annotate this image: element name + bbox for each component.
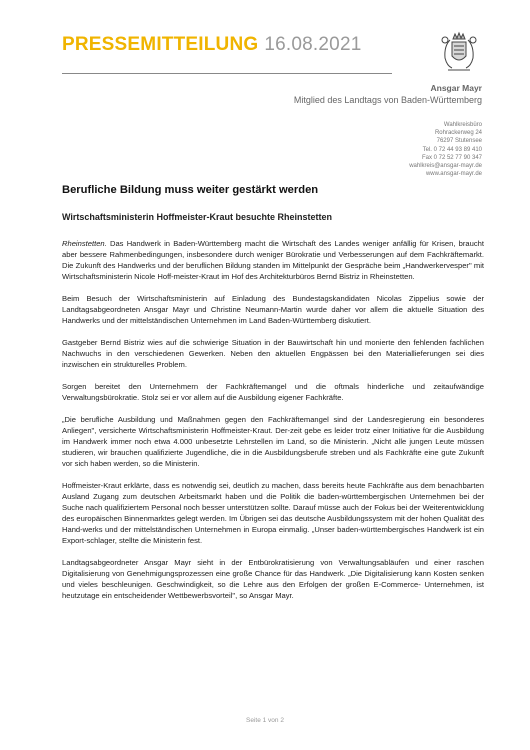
paragraph-1	[62, 238, 484, 282]
header-divider	[62, 73, 392, 74]
page-number: Seite 1 von 2	[246, 717, 284, 724]
press-release-label: PRESSEMITTEILUNG	[62, 34, 259, 55]
address-fax: Fax 0 72 52 77 90 347	[421, 154, 482, 161]
address-website-link[interactable]: www.ansgar-mayr.de	[425, 171, 482, 178]
coat-of-arms-icon	[436, 28, 482, 74]
paragraph-2: Beim Besuch der Wirtschaftsministerin auf Einladung des Bundestagskandidaten Nicolas Zippelius sowie der Landtagsabgeordneten Ansgar Mayr und Christine Neumann-Martin wurde daher vor allem die aktuelle Situation des Handwerks und der mittelständischen Unternehmen im Land Baden-Württemberg diskutiert.	[62, 294, 484, 325]
sender-role: Mitglied des Landtags von Baden-Württemberg	[293, 95, 482, 105]
paragraph-5: „Die berufliche Ausbildung und Maßnahmen gegen den Fachkräftemangel sind der Landesregierung ein besonderes Anliegen", versicherte Wirtschaftsministerin Hoffmeister-Kraut. Der-zeit gebe es leider trotz einer Initiative für die Ausbildung im Handwerk immer noch etwa 4.000 unbesetzte Lehrstellen im Land, so die Ministerin. „Nicht alle jungen Leute müssen studieren, wir brauchen qualifizierte Jugendliche, die in die Ausbildungsberufe streben und als Fachkräfte eine gute Zukunft vor sich haben werden, so die Ministerin.	[62, 415, 484, 468]
paragraph-7: Landtagsabgeordneter Ansgar Mayr sieht in der Entbürokratisierung von Verwaltungsabläufen und einer raschen Digitalisierung von Genehmigungsprozessen eine große Chance für das Handwerk. „Die Digitalisierung kann Kosten senken und vieles beschleunigen. Geschwindigkeit, so die Lehre aus den Erfolgen der großen E-Commerce- Unternehmen, ist heutzutage ein entscheidender Wettbewerbsvorteil", so Ansgar Mayr.	[62, 558, 484, 600]
sender-block	[294, 83, 482, 105]
address-phone: Tel. 0 72 44 93 89 410	[422, 146, 482, 153]
press-release-title	[62, 34, 361, 56]
address-block	[409, 121, 482, 178]
paragraph-3: Gastgeber Bernd Bistriz wies auf die schwierige Situation in der Bauwirtschaft hin und monierte den fehlenden fachlichen Nachwuchs in den verschiedenen Gewerken. Neben den aktuellen Engpässen bei den Materiallieferungen sei dies inzwischen ein strukturelles Problem.	[62, 338, 484, 369]
address-street: Rohrackerweg 24	[434, 130, 482, 137]
address-email-link[interactable]: wahlkreis@ansgar-mayr.de	[409, 163, 482, 170]
article-subheadline: Wirtschaftsministerin Hoffmeister-Kraut besuchte Rheinstetten	[62, 212, 332, 222]
address-city: 76297 Stutensee	[436, 138, 482, 145]
address-office: Wahlkreisbüro	[443, 122, 482, 128]
sender-name: Ansgar Mayr	[430, 83, 482, 93]
lead-place: Rheinstetten.	[62, 239, 107, 248]
article-headline: Berufliche Bildung muss weiter gestärkt werden	[62, 184, 319, 196]
paragraph-6: Hoffmeister-Kraut erklärte, dass es notwendig sei, deutlich zu machen, dass bereits heute Fachkräfte aus dem benachbarten Ausland Zugang zum deutschen Arbeitsmarkt haben und die Politik die baden-württembergischen Unternehmen bei der Suche nach qualifiziertem Personal noch besser unterstützen sollte. Darauf müsse auch der Fokus bei der Weiterentwicklung des europäischen Binnenmarktes gelegt werden. Im Übrigen sei das deutsche Ausbildungssystem mit der hohen Qualität des Hand-werks und der mittelständischen Unternehmen in Europa einmalig. „Unser baden-württembergisches Handwerk ist ein Export-schlager, stellte die Ministerin fest.	[62, 481, 484, 545]
press-release-date: 16.08.2021	[264, 34, 362, 55]
paragraph-1-text: Das Handwerk in Baden-Württemberg macht die Wirtschaft des Landes weniger anfällig für Krisen, braucht aber bessere Rahmenbedingungen, insbesondere durch weniger Bürokratie und Verbesserungen auf dem Fachkräftemarkt. Die Zukunft des Handwerks und der beruflichen Bildung standen im Mittelpunkt der Gespräche beim „Handwerkervesper" mit Wirtschaftsministerin Nicole Hoff-meister-Kraut im Hof des Architekturbüros Bernd Bistriz in Rheinstetten.	[62, 239, 484, 281]
paragraph-4: Sorgen bereitet den Unternehmern der Fachkräftemangel und die oftmals hinderliche und zeitaufwändige Verwaltungsbürokratie. Stolz sei er vor allem auf die Ausbildung eigener Fachkräfte.	[62, 382, 484, 402]
article-body	[62, 184, 484, 612]
